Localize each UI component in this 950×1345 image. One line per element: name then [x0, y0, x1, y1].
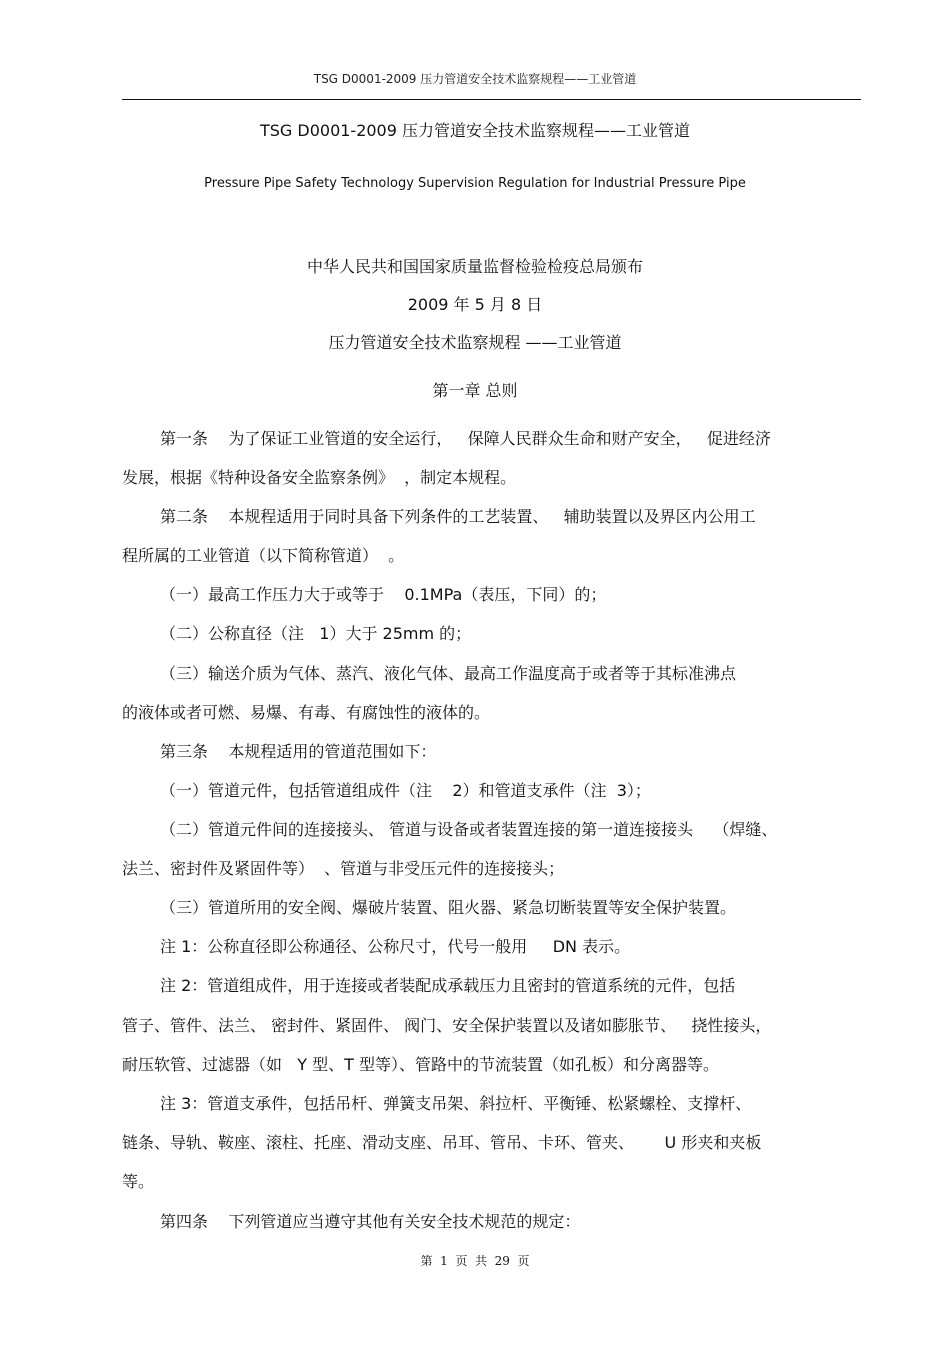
body-line: （一）管道元件，包括管道组成件（注 2）和管道支承件（注 3）； [160, 781, 651, 800]
body-line: 链条、导轨、鞍座、滚柱、托座、滑动支座、吊耳、管吊、卡环、管夹、 U 形夹和夹板 [122, 1133, 762, 1152]
body-line: （三）输送介质为气体、蒸汽、液化气体、最高工作温度高于或者等于其标准沸点 [160, 664, 737, 683]
body-line: （三）管道所用的安全阀、爆破片装置、阻火器、紧急切断装置等安全保护装置。 [160, 898, 737, 917]
page-number: 第 1 页 共 29 页 [420, 1254, 530, 1268]
body-line: 等。 [122, 1172, 155, 1191]
chapter-heading: 第一章 总则 [432, 381, 518, 400]
body-line: 第一条 为了保证工业管道的安全运行， 保障人民群众生命和财产安全， 促进经济 [160, 429, 771, 448]
running-header: TSG D0001-2009 压力管道安全技术监察规程——工业管道 [313, 72, 637, 86]
document-title-english: Pressure Pipe Safety Technology Supervision Regulation for Industrial Pressure Pipe [204, 176, 746, 191]
issue-date: 2009 年 5 月 8 日 [407, 295, 543, 314]
body-line: 第二条 本规程适用于同时具备下列条件的工艺装置、 辅助装置以及界区内公用工 [160, 507, 756, 526]
header-rule [122, 99, 861, 100]
body-line: 管子、管件、法兰、 密封件、紧固件、 阀门、安全保护装置以及诸如膨胀节、 挠性接头， [122, 1016, 772, 1035]
body-line: 的液体或者可燃、易爆、有毒、有腐蚀性的液体的。 [122, 703, 491, 722]
body-line: 程所属的工业管道（以下简称管道） 。 [122, 546, 405, 565]
body-line: （一）最高工作压力大于或等于 0.1MPa（表压，下同）的； [160, 585, 607, 604]
body-line: 注 2：管道组成件，用于连接或者装配成承载压力且密封的管道系统的元件，包括 [160, 976, 736, 995]
issuer-line: 中华人民共和国国家质量监督检验检疫总局颁布 [306, 257, 643, 276]
body-line: 第三条 本规程适用的管道范围如下： [160, 742, 437, 761]
regulation-subtitle: 压力管道安全技术监察规程 ——工业管道 [328, 333, 622, 352]
body-line: 法兰、密封件及紧固件等） 、管道与非受压元件的连接接头； [122, 859, 565, 878]
body-line: （二）管道元件间的连接接头、 管道与设备或者装置连接的第一道连接接头 （焊缝、 [160, 820, 778, 839]
body-line: 注 3：管道支承件，包括吊杆、弹簧支吊架、斜拉杆、平衡锤、松紧螺栓、支撑杆、 [160, 1094, 752, 1113]
body-line: 发展，根据《特种设备安全监察条例》 ，制定本规程。 [122, 468, 517, 487]
document-title: TSG D0001-2009 压力管道安全技术监察规程——工业管道 [259, 121, 691, 140]
body-line: 注 1：公称直径即公称通径、公称尺寸，代号一般用 DN 表示。 [160, 937, 631, 956]
body-line: 耐压软管、过滤器（如 Y 型、T 型等）、管路中的节流装置（如孔板）和分离器等。 [122, 1055, 719, 1074]
body-line: 第四条 下列管道应当遵守其他有关安全技术规范的规定： [160, 1212, 581, 1231]
body-line: （二）公称直径（注 1）大于 25mm 的； [160, 624, 472, 643]
